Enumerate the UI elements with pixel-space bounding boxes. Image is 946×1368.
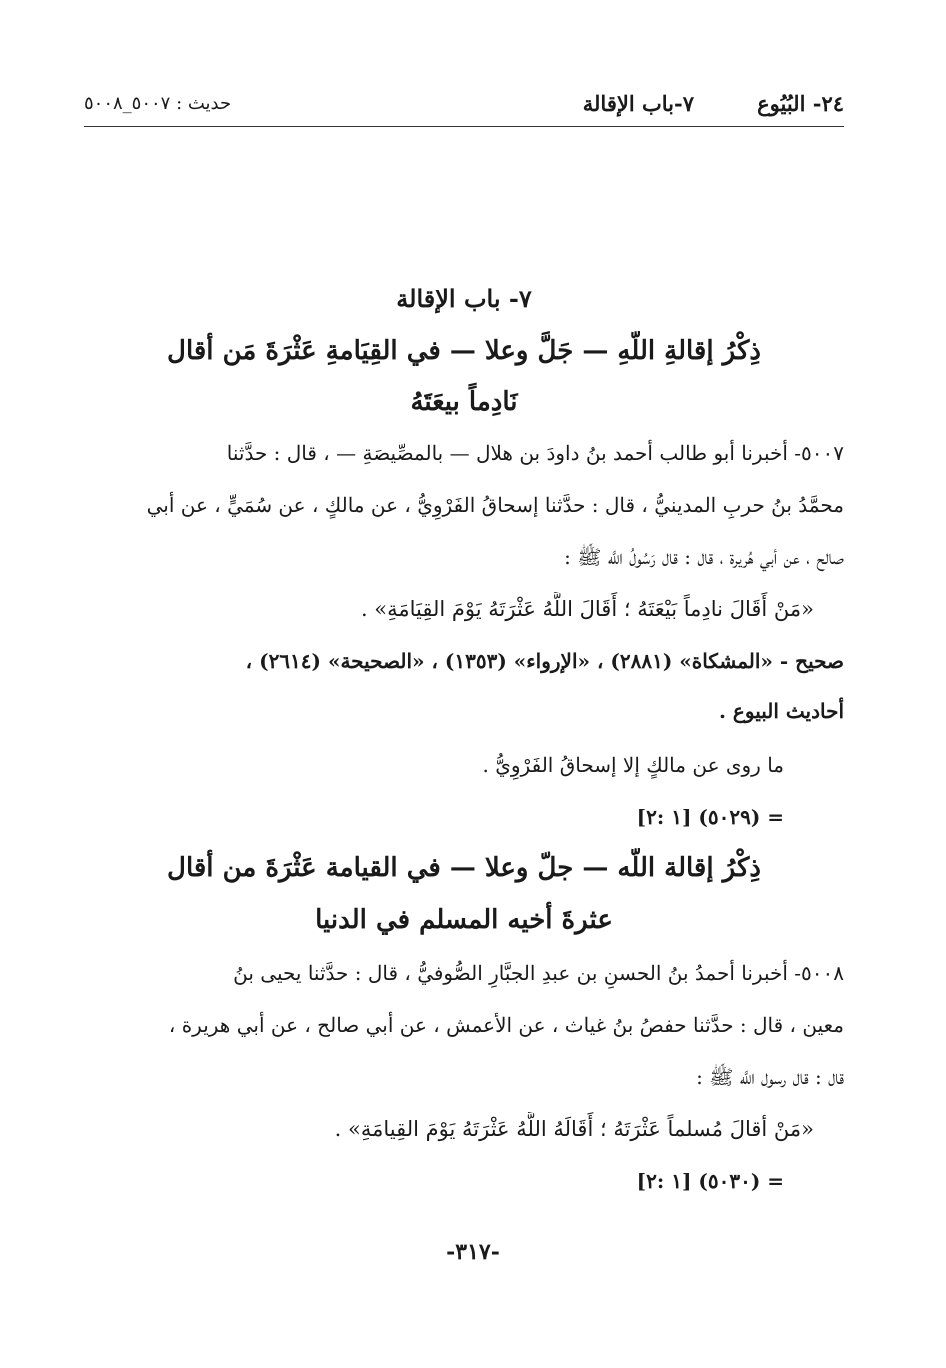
page-number: -٣١٧- bbox=[446, 1239, 500, 1265]
isnad-line: محمَّدُ بنُ حربِ المدينيُّ ، قال : حدَّثنا إسحاقُ الفَرْوِيُّ ، عن مالكٍ ، عن سُمَيٍّ ، عن أبي bbox=[146, 493, 844, 517]
hadith-matn: «مَنْ أَقَالَ نادِماً بَيْعَتَهُ ؛ أَقَالَ اللَّهُ عَثْرَتَهُ يَوْمَ القِيَامَةِ» . bbox=[360, 597, 814, 621]
chapter-title: ٧- باب الإقالة bbox=[396, 284, 532, 313]
grading-line: صحيح - «المشكاة» (٢٨٨١) ، «الإرواء» (١٣٥٣) ، «الصحيحة» (٢٦١٤) ، bbox=[245, 649, 844, 673]
isnad-line: ٥٠٠٨- أخبرنا أحمدُ بنُ الحسنِ بن عبدِ الجبَّارِ الصُّوفيُّ ، قال : حدَّثنا يحيى بنُ bbox=[233, 961, 844, 985]
isnad-line: صالح ، عن أبي هُريرة ، قال : قال رَسُولُ اللَّه ﷺ : bbox=[564, 545, 844, 569]
section-title-line: ذِكْرُ إقالةِ اللَّهِ — جَلَّ وعلا — في القِيَامةِ عَثْرَةَ مَن أقال bbox=[167, 336, 761, 366]
section-title-line: ذِكْرُ إقالة اللَّه — جلّ وعلا — في القيامة عَثْرَةَ من أقال bbox=[167, 853, 761, 883]
cross-reference: = (٥٠٢٩) [١ :٢] bbox=[636, 805, 784, 829]
section-title-line: نَادِماً بيعَتَهُ bbox=[410, 387, 518, 417]
isnad-line: قال : قال رسول اللَّه ﷺ : bbox=[696, 1065, 844, 1089]
isnad-line: معين ، قال : حدَّثنا حفصُ بنُ غياث ، عن الأعمش ، عن أبي صالح ، عن أبي هريرة ، bbox=[168, 1013, 844, 1037]
grading-line: أحاديث البيوع . bbox=[719, 699, 844, 723]
isnad-line: ٥٠٠٧- أخبرنا أبو طالب أحمد بنُ داودَ بن هلال — بالمصِّيصَةِ — ، قال : حدَّثنا bbox=[226, 441, 844, 465]
header-divider bbox=[84, 126, 844, 127]
cross-reference: = (٥٠٣٠) [١ :٢] bbox=[636, 1169, 784, 1193]
header-chapter-title: ٧-باب الإقالة bbox=[582, 91, 694, 116]
header-hadith-range: حديث : ٥٠٠٧_٥٠٠٨ bbox=[84, 93, 232, 114]
header-book-title: ٢٤- البُيُوع bbox=[757, 91, 844, 116]
hadith-matn: «مَنْ أقالَ مُسلماً عَثْرَتَهُ ؛ أَقَالَهُ اللَّهُ عَثْرَتَهُ يَوْمَ القِيامَةِ» . bbox=[334, 1117, 814, 1141]
section-title-line: عثرةَ أخيه المسلم في الدنيا bbox=[315, 905, 613, 935]
running-header bbox=[84, 88, 844, 124]
editor-comment: ما روى عن مالكٍ إلا إسحاقُ الفَرْوِيُّ . bbox=[482, 753, 784, 777]
